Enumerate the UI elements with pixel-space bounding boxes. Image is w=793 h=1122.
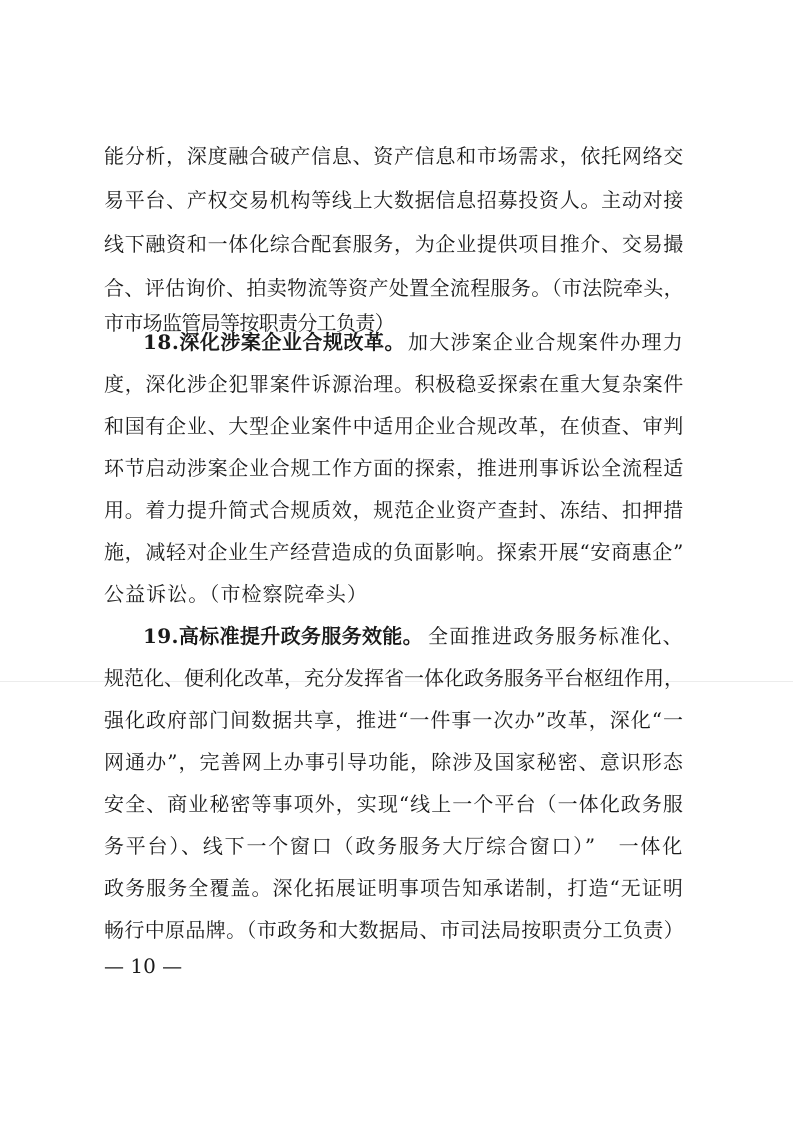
page-number: — 10 —	[104, 954, 183, 978]
text-line: 和国有企业、大型企业案件中适用企业合规改革，在侦查、审判	[104, 414, 684, 438]
text-line: 线下融资和一体化综合配套服务，为企业提供项目推介、交易撮	[104, 232, 684, 256]
text-line: 全面推进政务服务标准化、	[428, 624, 684, 648]
text-line: 环节启动涉案企业合规工作方面的探索，推进刑事诉讼全流程适	[104, 456, 684, 480]
text-line: 能分析，深度融合破产信息、资产信息和市场需求，依托网络交	[104, 144, 684, 168]
section-heading: 18.深化涉案企业合规改革。	[143, 330, 405, 354]
text-line: 合、评估询价、拍卖物流等资产处置全流程服务。（市法院牵头，	[104, 276, 684, 300]
text-line: 强化政府部门间数据共享，推进“一件事一次办”改革，深化“一	[104, 708, 684, 732]
text-line: 市市场监管局等按职责分工负责）	[104, 311, 394, 335]
text-line: 政务服务全覆盖。深化拓展证明事项告知承诺制，打造“无证明	[104, 876, 684, 900]
text-line: 安全、商业秘密等事项外，实现“线上一个平台（一体化政务服	[104, 792, 684, 816]
text-line: 网通办”，完善网上办事引导功能，除涉及国家秘密、意识形态	[104, 750, 684, 774]
text-line: 度，深化涉企犯罪案件诉源治理。积极稳妥探索在重大复杂案件	[104, 372, 684, 396]
text-line: 畅行中原品牌。（市政务和大数据局、市司法局按职责分工负责）	[104, 918, 684, 942]
text-line: 务平台）、线下一个窗口（政务服务大厅综合窗口）” 一体化	[104, 834, 684, 858]
text-line: 规范化、便利化改革，充分发挥省一体化政务服务平台枢纽作用，	[104, 666, 684, 690]
text-line: 用。着力提升简式合规质效，规范企业资产查封、冻结、扣押措	[104, 498, 684, 522]
section-heading: 19.高标准提升政务服务效能。	[143, 624, 423, 648]
text-line: 加大涉案企业合规案件办理力	[408, 330, 684, 354]
text-line: 易平台、产权交易机构等线上大数据信息招募投资人。主动对接	[104, 188, 684, 212]
text-line: 公益诉讼。（市检察院牵头）	[104, 582, 368, 606]
text-line: 施，减轻对企业生产经营造成的负面影响。探索开展“安商惠企”	[104, 540, 684, 564]
